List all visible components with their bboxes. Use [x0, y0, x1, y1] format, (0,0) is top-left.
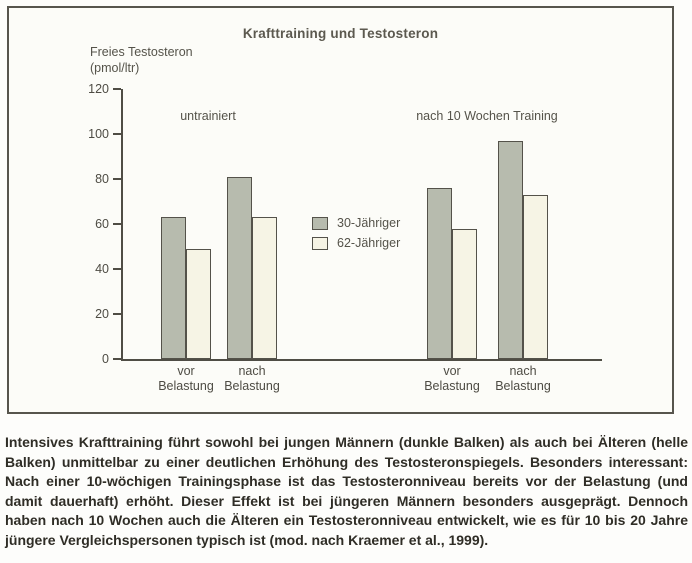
- bar-62-jaehriger-1: [252, 217, 277, 359]
- y-tick-label: 0: [102, 351, 109, 366]
- y-tick: [113, 358, 121, 360]
- y-axis-line: [121, 89, 123, 359]
- bar-62-jaehriger-3: [523, 195, 548, 359]
- y-tick-label: 120: [88, 81, 109, 96]
- bar-62-jaehriger-2: [452, 229, 477, 360]
- legend-swatch-30-jaehriger: [312, 217, 328, 230]
- section-label-untrainiert: untrainiert: [180, 109, 236, 123]
- bar-30-jaehriger-3: [498, 141, 523, 359]
- bar-30-jaehriger-1: [227, 177, 252, 359]
- y-tick: [113, 313, 121, 315]
- legend-row-30-jaehriger: [312, 213, 400, 233]
- x-tick-label: nach Belastung: [224, 364, 280, 393]
- y-axis-label-line2: (pmol/ltr): [90, 61, 140, 75]
- figure-title: Krafttraining und Testosteron: [242, 26, 439, 41]
- x-tick-label: nach Belastung: [495, 364, 551, 393]
- section-label-nach-10-wochen: nach 10 Wochen Training: [416, 109, 558, 123]
- y-tick: [113, 133, 121, 135]
- y-tick-label: 80: [95, 171, 109, 186]
- bar-62-jaehriger-0: [186, 249, 211, 359]
- bar-30-jaehriger-0: [161, 217, 186, 359]
- figure-caption: Intensives Krafttraining führt sowohl bei jungen Männern (dunkle Balken) als auch bei Älteren (helle Balken) unmittelbar zu einer deutlichen Erhöhung des Testosteronspiegels. Besonders interessant: Nach einer 10-wöchigen Trainingsphase ist das Testosteronniveau bereits vor der Belastung (und damit dauerhaft) erhöht. Dieser Effekt ist bei jüngeren Männern besonders ausgeprägt. Dennoch haben nach 10 Wochen auch die Älteren ein Testosteronniveau entwickelt, wie es für 10 bis 20 Jahre jüngere Vergleichspersonen typisch ist (mod. nach Kraemer et al., 1999).: [5, 434, 688, 548]
- y-tick: [113, 88, 121, 90]
- legend-row-62-jaehriger: [312, 233, 400, 253]
- legend-swatch-62-jaehriger: [312, 237, 328, 250]
- figure-frame: [7, 6, 674, 414]
- y-tick: [113, 178, 121, 180]
- x-tick-label: vor Belastung: [424, 364, 480, 393]
- x-axis-line: [121, 359, 602, 361]
- y-tick-label: 60: [95, 216, 109, 231]
- y-tick-label: 100: [88, 126, 109, 141]
- y-tick-label: 40: [95, 261, 109, 276]
- y-tick: [113, 268, 121, 270]
- legend-label-62-jaehriger: 62-Jähriger: [337, 236, 401, 250]
- legend-label-30-jaehriger: 30-Jähriger: [337, 216, 401, 230]
- y-tick-label: 20: [95, 306, 109, 321]
- y-axis-label-line1: Freies Testosteron: [90, 45, 193, 59]
- legend: [312, 213, 400, 253]
- x-tick-label: vor Belastung: [158, 364, 214, 393]
- bar-30-jaehriger-2: [427, 188, 452, 359]
- y-axis-label: [90, 44, 193, 76]
- y-tick: [113, 223, 121, 225]
